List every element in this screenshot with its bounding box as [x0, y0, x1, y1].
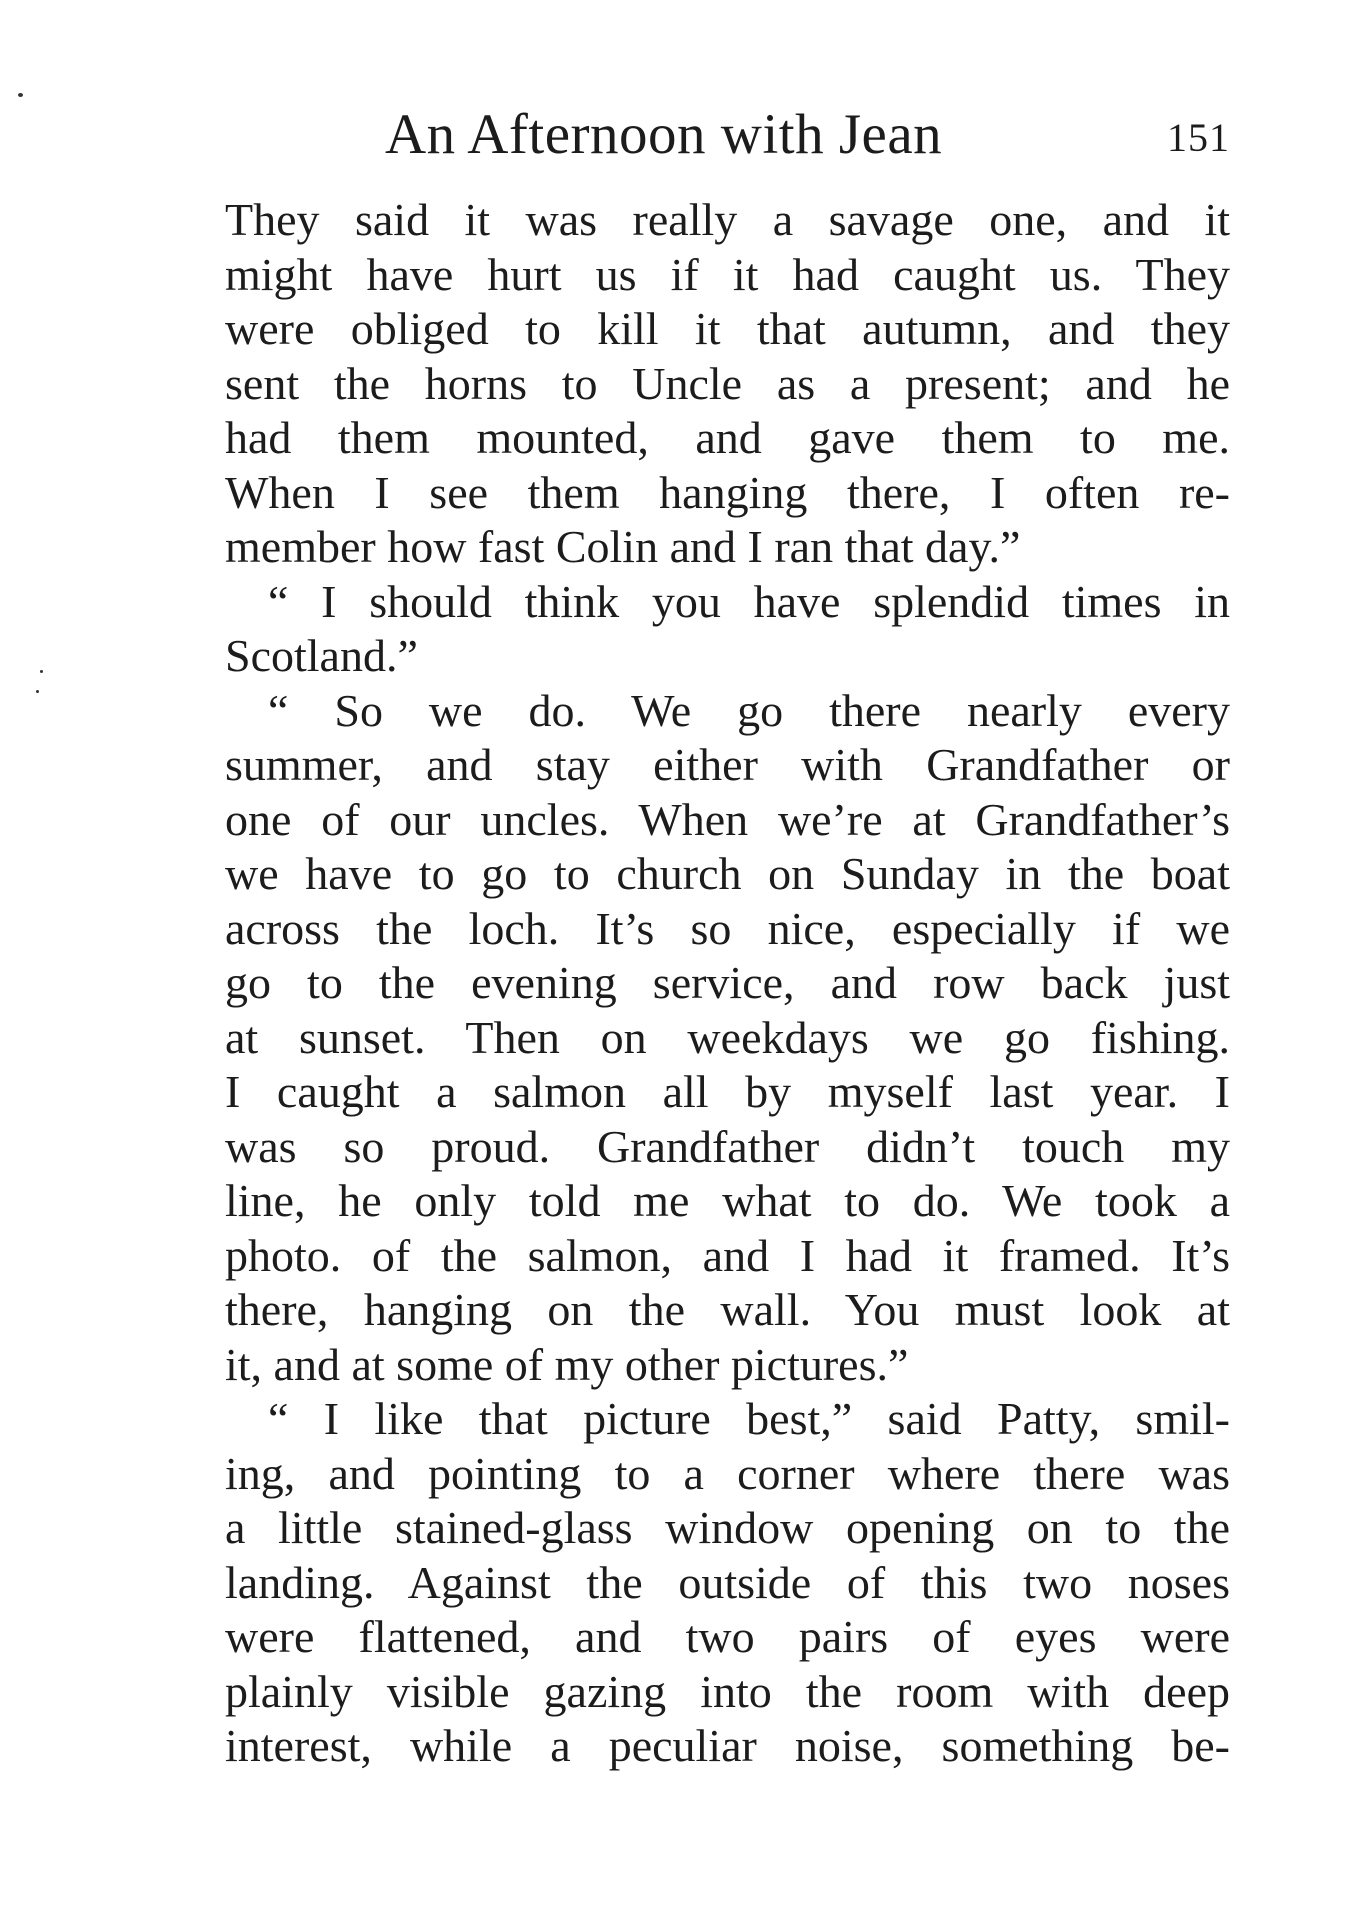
- text-line: were obliged to kill it that autumn, and they: [225, 303, 1230, 354]
- text-line: was so proud. Grandfather didn’t touch my: [225, 1120, 1230, 1172]
- text-line: I caught a salmon all by myself last year. I: [225, 1066, 1230, 1117]
- text-line: a little stained-glass window opening on to the: [225, 1502, 1230, 1553]
- text-line: there, hanging on the wall. You must look at: [225, 1284, 1230, 1335]
- page-header: [225, 100, 1230, 170]
- text-line: at sunset. Then on weekdays we go fishing.: [225, 1011, 1230, 1063]
- text-line: ing, and pointing to a corner where there was: [225, 1447, 1230, 1499]
- text-line: interest, while a peculiar noise, something be-: [225, 1720, 1230, 1771]
- text-line: might have hurt us if it had caught us. They: [225, 248, 1230, 300]
- text-line: we have to go to church on Sunday in the boat: [225, 848, 1230, 899]
- text-line: photo. of the salmon, and I had it framed. It’s: [225, 1229, 1230, 1281]
- margin-speck: [18, 93, 23, 97]
- text-line: sent the horns to Uncle as a present; and he: [225, 357, 1230, 409]
- text-line: plainly visible gazing into the room with deep: [225, 1665, 1230, 1717]
- margin-speck: [40, 670, 43, 673]
- text-line: it, and at some of my other pictures.”: [225, 1338, 909, 1390]
- running-title: An Afternoon with Jean: [385, 103, 943, 166]
- text-line: member how fast Colin and I ran that day.”: [225, 521, 1021, 572]
- text-line: “ So we do. We go there nearly every: [268, 684, 1230, 736]
- text-line: They said it was really a savage one, and it: [225, 194, 1230, 245]
- text-line: across the loch. It’s so nice, especially if we: [225, 902, 1230, 954]
- text-line: were flattened, and two pairs of eyes were: [225, 1611, 1230, 1662]
- text-line: one of our uncles. When we’re at Grandfather’s: [225, 793, 1230, 845]
- text-line: When I see them hanging there, I often re-: [225, 466, 1230, 518]
- margin-speck: [36, 690, 39, 693]
- text-line: Scotland.”: [225, 630, 418, 681]
- body-text: [225, 193, 1230, 1774]
- page-number: 151: [1167, 115, 1230, 160]
- text-line: had them mounted, and gave them to me.: [225, 412, 1230, 463]
- text-line: “ I like that picture best,” said Patty, smil-: [268, 1393, 1230, 1444]
- text-line: line, he only told me what to do. We took a: [225, 1175, 1230, 1226]
- text-line: go to the evening service, and row back just: [225, 957, 1230, 1008]
- text-line: summer, and stay either with Grandfather or: [225, 739, 1230, 790]
- text-line: “ I should think you have splendid times in: [268, 575, 1230, 627]
- text-line: landing. Against the outside of this two noses: [225, 1556, 1230, 1608]
